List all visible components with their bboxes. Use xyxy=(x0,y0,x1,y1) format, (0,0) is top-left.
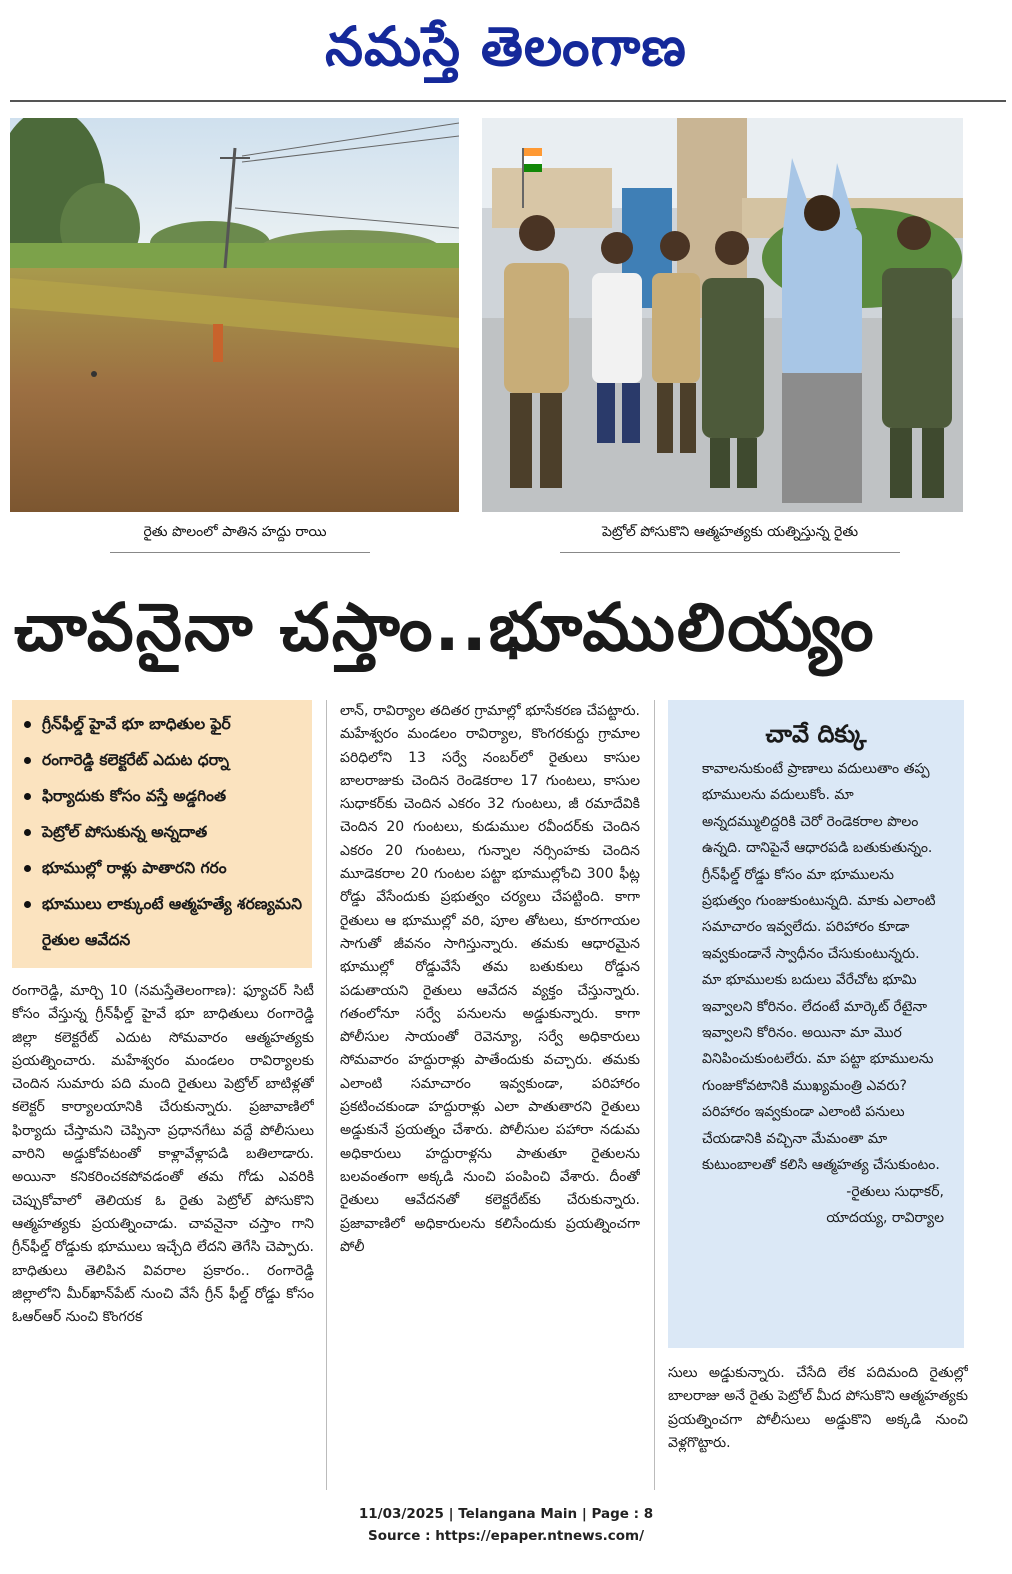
masthead xyxy=(0,0,1012,92)
article-column-right xyxy=(668,1362,968,1492)
newspaper-title: నమస్తే తెలంగాణ xyxy=(325,14,687,78)
highlight-text: గ్రీన్‌ఫీల్డ్ హైవే భూ బాధితుల ఫైర్ xyxy=(42,715,231,733)
footer-edition: 11/03/2025 | Telangana Main | Page : 8 xyxy=(358,1506,654,1522)
field-caption-underline xyxy=(110,552,370,553)
bullet-icon xyxy=(24,829,31,836)
highlight-item xyxy=(16,850,308,886)
column-divider xyxy=(326,700,327,1490)
field-photo-caption: రైతు పొలంలో పాతిన హద్దు రాయి xyxy=(143,524,327,540)
bullet-icon xyxy=(24,721,31,728)
protest-photo-caption: పెట్రోల్ పోసుకొని ఆత్మహత్యకు యత్నిస్తున్న రైతు xyxy=(601,524,859,540)
highlight-item xyxy=(16,886,302,958)
sidebar-quote-box xyxy=(668,700,964,1348)
bullet-icon xyxy=(24,757,31,764)
protest-caption-underline xyxy=(560,552,900,553)
highlight-text: పెట్రోల్ పోసుకున్న అన్నదాత xyxy=(42,823,208,841)
highlight-text: భూముల్లో రాళ్లు పాతారని గరం xyxy=(42,859,227,877)
sidebar-title: చావే దిక్కు xyxy=(765,720,867,748)
bullet-icon xyxy=(24,865,31,872)
highlight-text: భూములు లాక్కుంటే ఆత్మహత్యే శరణ్యమని రైతుల ఆవేదన xyxy=(42,895,302,949)
article-text: సులు అడ్డుకున్నారు. చేసేది లేక పదిమంది రైతుల్లో బాలరాజు అనే రైతు పెట్రోల్ మీద పోసుకొని ఆత్మహత్యకు ప్రయత్నించగా పోలీసులు అడ్డుకొని అక్కడి నుంచి వెళ్లగొట్టారు. xyxy=(668,1365,968,1451)
protest-photo xyxy=(482,118,963,512)
bullet-icon xyxy=(24,793,31,800)
highlight-text: రంగారెడ్డి కలెక్టరేట్ ఎదుట ధర్నా xyxy=(42,751,229,769)
bullet-icon xyxy=(24,901,31,908)
footer-source: Source : https://epaper.ntnews.com/ xyxy=(367,1528,645,1544)
column-divider xyxy=(654,700,655,1490)
highlight-item xyxy=(16,706,308,742)
article-column-middle xyxy=(340,700,640,1490)
highlight-item xyxy=(16,778,308,814)
highlights-box xyxy=(12,700,312,968)
sidebar-signature xyxy=(668,1179,964,1231)
article-text: లాన్, రావిర్యాల తదితర గ్రామాల్లో భూసేకరణ చేపట్టారు. మహేశ్వరం మండలం రావిర్యాల, కొంగరకుర్దు గ్రామాల పరిధిలోని 13 సర్వే నంబర్‌లో రైతులు కాసుల బాలరాజుకు చెందిన రెండెకరాల 17 గుంటలు, కాసుల సుధాకర్‌కు చెందిన ఎకరం 32 గుంటలు, జీ రమాదేవికి చెందిన 20 గుంటలు, కుడుముల రవీందర్‌కు చెందిన ఎకరం 20 గుంటలు, గున్నాల నర్సింహకు చెందిన మూడెకరాల 20 గుంటల పట్టా భూముల్లోంచి 300 ఫీట్ల రోడ్డు వేసేందుకు ప్రభుత్వం చర్యలు చేపట్టింది. కాగా రైతులు ఆ భూముల్లో వరి, పూల తోటలు, కూరగాయల సాగుతో జీవనం సాగిస్తున్నారు. తమకు ఆధారమైన భూముల్లో రోడ్డువేసే తమ బతుకులు రోడ్డున పడుతాయని రైతులు ఆవేదన వ్యక్తం చేస్తున్నారు. గతంలోనూ సర్వే పనులను అడ్డుకున్నారు. కాగా పోలీసుల సాయంతో రెవెన్యూ, సర్వే అధికారులు సోమవారం హద్దురాళ్లు పాతేందుకు వచ్చారు. తమకు ఎలాంటి సమాచారం ఇవ్వకుండా, పరిహారం ప్రకటించకుండా హద్దురాళ్లు ఎలా పాతుతారని రైతులు అడ్డుకునే ప్రయత్నం చేశారు. పోలీసుల పహారా నడుమ అధికారులు హద్దురాళ్లను పాతుతూ రైతులను బలవంతంగా అక్కడి నుంచి పంపించి వేశారు. దీంతో రైతులు ఆవేదనతో కలెక్టరేట్‌కు చేరుకున్నారు. ప్రజావాణిలో అధికారులను కలిసేందుకు ప్రయత్నించగా పోలీ xyxy=(340,703,640,1255)
article-text: రంగారెడ్డి, మార్చి 10 (నమస్తేతెలంగాణ): ఫ్యూచర్ సిటీ కోసం వేస్తున్న గ్రీన్‌ఫీల్డ్ హైవే భూ బాధితులు రంగారెడ్డి జిల్లా కలెక్టరేట్ ఎదుట సోమవారం ఆత్మహత్యకు ప్రయత్నించారు. మహేశ్వరం మండలం రావిర్యాలకు చెందిన సుమారు పది మంది రైతులు పెట్రోల్ బాటిళ్లతో కలెక్టర్ కార్యాలయానికి చేరుకున్నారు. ప్రజావాణిలో ఫిర్యాదు చేస్తామని చెప్పినా ప్రధానగేటు వద్దే పోలీసులు వారిని అడ్డుకోవటంతో కాళ్లావేళ్లాపడి బతిలాడారు. అయినా కనికరించకపోవడంతో తమ గోడు ఎవరికి చెప్పుకోవాలో తెలియక ఓ రైతు పెట్రోల్ పోసుకొని ఆత్మహత్యకు ప్రయత్నించాడు. చావనైనా చస్తాం గాని గ్రీన్‌ఫీల్డ్ రోడ్డుకు భూములు ఇచ్చేది లేదని తెగేసి చెప్పారు. బాధితులు తెలిపిన వివరాల ప్రకారం.. రంగారెడ్డి జిల్లాలోని మీర్‌ఖాన్‌పేట్ నుంచి వేసే గ్రీన్ ఫీల్డ్ రోడ్డు కోసం ఓఆర్‌ఆర్ నుంచి కొంగరక xyxy=(12,983,314,1326)
signature-line: యాదయ్య, రావిర్యాల xyxy=(826,1209,944,1226)
highlight-text: ఫిర్యాదుకు కోసం వస్తే అడ్డగింత xyxy=(42,787,227,805)
signature-line: -రైతులు సుధాకర్, xyxy=(846,1183,944,1200)
highlight-item xyxy=(16,814,308,850)
article-column-left xyxy=(12,980,314,1485)
highlight-item xyxy=(16,742,308,778)
masthead-divider xyxy=(10,100,1006,102)
headline: చావనైనా చస్తాం..భూములియ్యం xyxy=(14,589,876,666)
field-photo xyxy=(10,118,459,512)
sidebar-body: కావాలనుకుంటే ప్రాణాలు వదులుతాం తప్ప భూములను వదులుకోం. మా అన్నదమ్ములిద్దరికి చెరో రెండెకరాల పొలం ఉన్నది. దానిపైనే ఆధారపడి బతుకుతున్నం. గ్రీన్‌ఫీల్డ్ రోడ్డు కోసం మా భూములను ప్రభుత్వం గుంజుకుంటున్నది. మాకు ఎలాంటి సమాచారం ఇవ్వలేదు. పరిహారం కూడా ఇవ్వకుండానే స్వాధీనం చేసుకుంటున్నరు. మా భూములకు బదులు వేరేచోట భూమి ఇవ్వాలని కోరినం. లేదంటే మార్కెట్ రేటైనా ఇవ్వాలని కోరినం. అయినా మా మొర వినిపించుకుంటలేరు. మా పట్టా భూములను గుంజుకోవటానికి ముఖ్యమంత్రి ఎవరు? పరిహారం ఇవ్వకుండా ఎలాంటి పనులు చేయడానికి వచ్చినా మేమంతా మా కుటుంబాలతో కలిసి ఆత్మహత్య చేసుకుంటం. xyxy=(702,761,940,1174)
